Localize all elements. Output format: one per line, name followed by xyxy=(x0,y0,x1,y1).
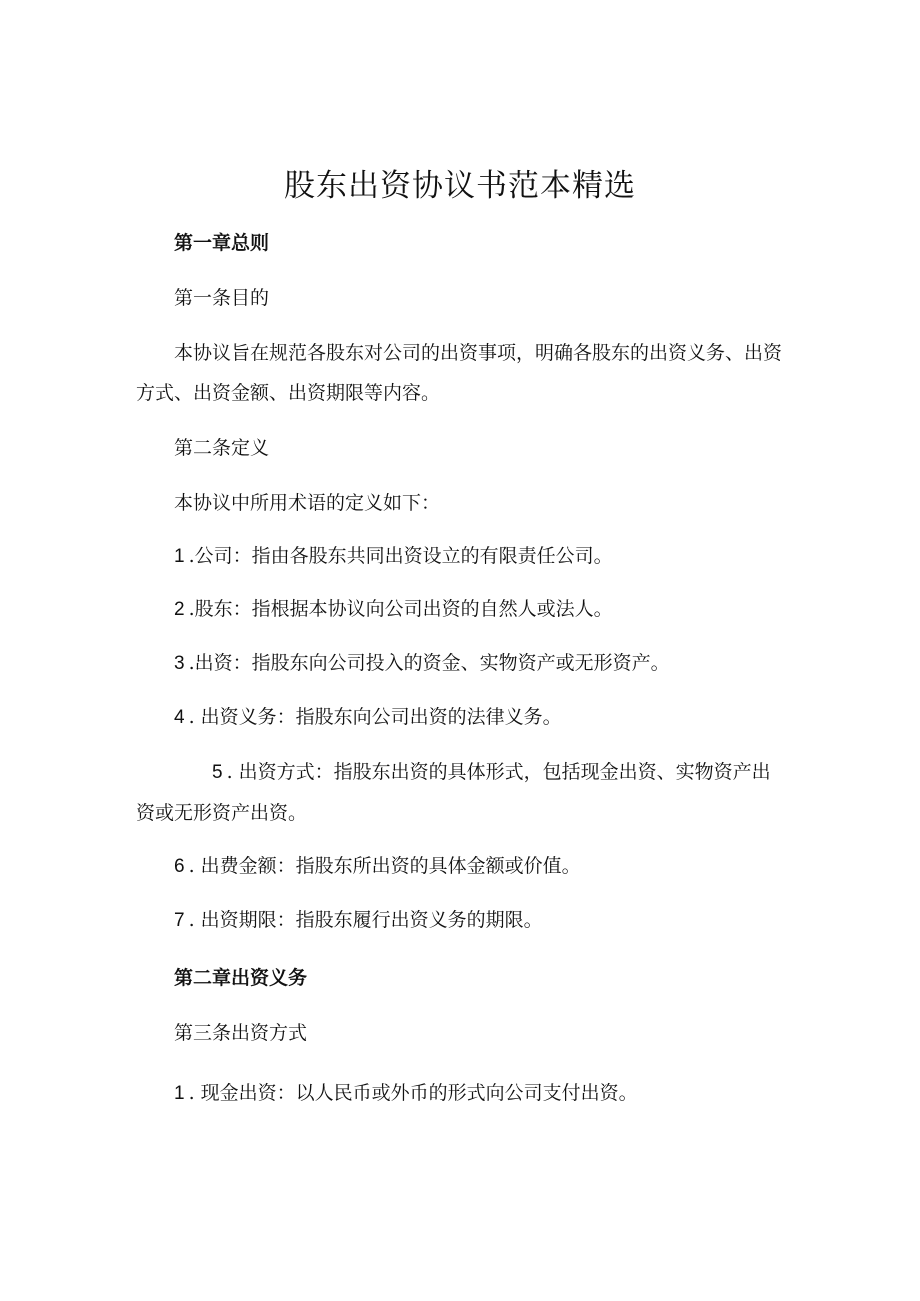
item-number: 5 xyxy=(212,762,223,783)
definition-item xyxy=(174,907,543,934)
document-title: 股东出资协议书范本精选 xyxy=(284,168,636,204)
item-text: . 出费金额：指股东所出资的具体金额或价值。 xyxy=(188,855,581,877)
method-item xyxy=(174,1080,638,1107)
item-number: 3 xyxy=(174,653,185,674)
item-text: . 现金出资：以人民币或外币的形式向公司支付出资。 xyxy=(188,1082,638,1104)
chapter-2-heading: 第二章出资义务 xyxy=(174,967,308,989)
item-text: .出资：指股东向公司投入的资金、实物资产或无形资产。 xyxy=(188,652,670,674)
definition-item xyxy=(174,704,562,731)
definition-item xyxy=(174,596,613,623)
item-text: . 出资期限：指股东履行出资义务的期限。 xyxy=(188,909,543,931)
definition-item xyxy=(174,650,670,677)
item-number: 7 xyxy=(174,910,185,931)
chapter-1-heading: 第一章总则 xyxy=(174,232,270,254)
definition-item xyxy=(174,853,581,880)
item-number: 1 xyxy=(174,1083,185,1104)
definition-item xyxy=(174,543,613,570)
item-text: . 出资方式：指股东出资的具体形式，包括现金出资、实物资产出资或无形资产出资。 xyxy=(136,761,771,824)
article-2-heading: 第二条定义 xyxy=(174,437,270,459)
article-1-heading: 第一条目的 xyxy=(174,287,270,309)
item-text: .股东：指根据本协议向公司出资的自然人或法人。 xyxy=(188,598,613,620)
item-number: 4 xyxy=(174,707,185,728)
article-1-body: 本协议旨在规范各股东对公司的出资事项，明确各股东的出资义务、出资方式、出资金额、出资期限等内容。 xyxy=(136,342,783,404)
item-number: 6 xyxy=(174,856,185,877)
definition-item xyxy=(136,752,786,833)
item-number: 2 xyxy=(174,599,185,620)
item-number: 1 xyxy=(174,546,185,567)
article-2-intro: 本协议中所用术语的定义如下： xyxy=(174,492,441,514)
article-3-heading: 第三条出资方式 xyxy=(174,1022,308,1044)
item-text: . 出资义务：指股东向公司出资的法律义务。 xyxy=(188,706,562,728)
item-text: .公司：指由各股东共同出资设立的有限责任公司。 xyxy=(188,545,613,567)
